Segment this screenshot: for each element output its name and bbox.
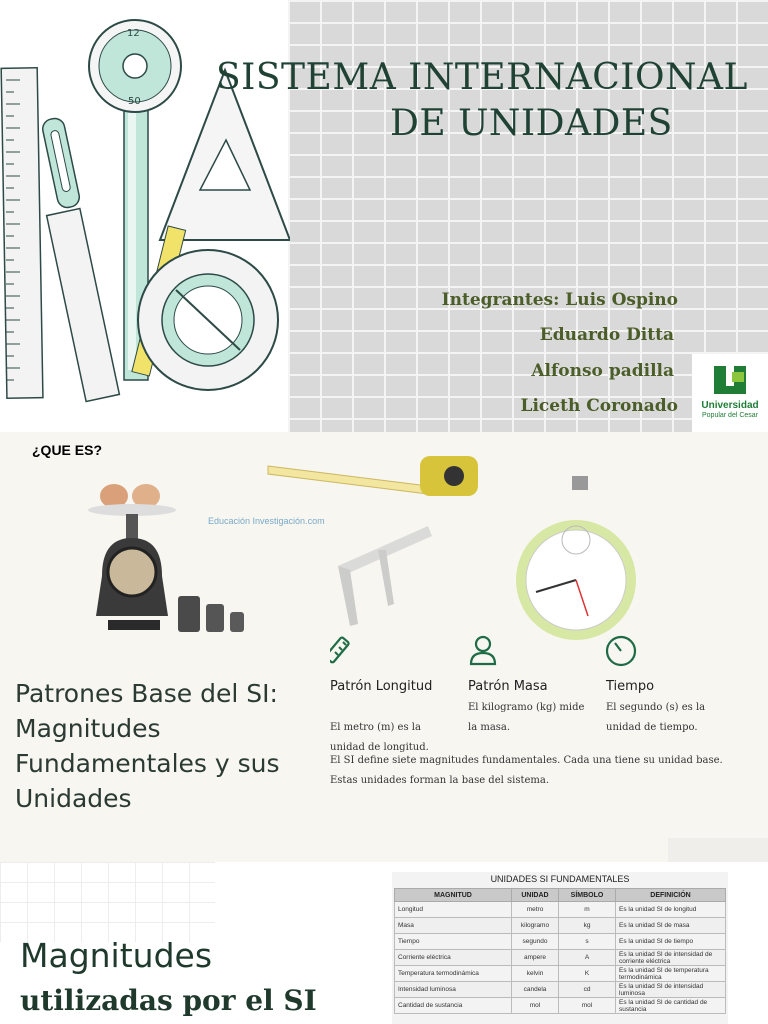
th-definicion: DEFINICIÓN xyxy=(616,889,726,902)
patrones-heading: Patrones Base del SI: Magnitudes Fundamentales y sus Unidades xyxy=(15,679,280,813)
cell: m xyxy=(559,902,616,918)
cell: segundo xyxy=(512,934,559,950)
cell: Es la unidad SI de tiempo xyxy=(616,934,726,950)
table-row xyxy=(395,950,726,966)
stopwatch-icon xyxy=(516,476,636,640)
cell: Longitud xyxy=(395,902,512,918)
patron-longitud-title: Patrón Longitud xyxy=(330,679,433,694)
diagonal-ruler-icon xyxy=(47,209,120,402)
magnitudes-heading-1: Magnitudes xyxy=(20,936,213,975)
cell: s xyxy=(559,934,616,950)
title-line-2: DE UNIDADES xyxy=(390,103,673,144)
ruler-icon xyxy=(330,634,360,666)
table-row xyxy=(395,998,726,1014)
logo-line-1: Universidad xyxy=(701,400,759,411)
patron-masa-text: El kilogramo (kg) mide la masa. xyxy=(468,702,585,733)
table-row xyxy=(395,918,726,934)
cell: kilogramo xyxy=(512,918,559,934)
table-row xyxy=(395,982,726,998)
university-logo xyxy=(692,354,768,432)
cell: ampere xyxy=(512,950,559,966)
patrones-summary: El SI define siete magnitudes fundamentales. Cada una tiene su unidad base. Estas unidades forman la base del sistema. xyxy=(330,755,723,786)
svg-text:50: 50 xyxy=(128,96,141,107)
faint-box xyxy=(668,838,768,862)
cell: mol xyxy=(512,998,559,1014)
cell: Intensidad luminosa xyxy=(395,982,512,998)
scale-icon xyxy=(88,484,244,632)
member-3: Alfonso padilla xyxy=(531,361,674,381)
brick-pattern xyxy=(0,862,215,942)
watermark-text: Educación Investigación.com xyxy=(208,516,325,526)
cell: Es la unidad SI de intensidad luminosa xyxy=(616,982,726,998)
th-simbolo: SÍMBOLO xyxy=(559,889,616,902)
que-es-heading: ¿QUE ES? xyxy=(32,442,103,458)
slotted-ruler-icon xyxy=(41,117,81,210)
svg-text:12: 12 xyxy=(127,28,140,39)
table-row xyxy=(395,934,726,950)
cell: metro xyxy=(512,902,559,918)
cell: Corriente eléctrica xyxy=(395,950,512,966)
cell: candela xyxy=(512,982,559,998)
cell: mol xyxy=(559,998,616,1014)
ruler-icon xyxy=(1,68,43,399)
table-header-row xyxy=(395,889,726,902)
title-line-1: SISTEMA INTERNACIONAL xyxy=(216,57,748,98)
cell: Es la unidad SI de masa xyxy=(616,918,726,934)
patron-masa-title: Patrón Masa xyxy=(468,679,548,694)
th-unidad: UNIDAD xyxy=(512,889,559,902)
cell: cd xyxy=(559,982,616,998)
table-title: UNIDADES SI FUNDAMENTALES xyxy=(490,874,630,884)
logo-line-2: Popular del Cesar xyxy=(701,412,759,419)
magnitudes-heading-2: utilizadas por el SI xyxy=(20,984,317,1017)
tiempo-text: El segundo (s) es la unidad de tiempo. xyxy=(606,702,706,733)
cell: kg xyxy=(559,918,616,934)
cell: A xyxy=(559,950,616,966)
protractor-icon xyxy=(138,250,278,390)
cell: Cantidad de sustancia xyxy=(395,998,512,1014)
cell: Es la unidad SI de intensidad de corriente eléctrica xyxy=(616,950,726,966)
cell: K xyxy=(559,966,616,982)
instruments-photo xyxy=(88,446,768,642)
caliper-icon xyxy=(338,526,432,626)
cell: Es la unidad SI de cantidad de sustancia xyxy=(616,998,726,1014)
cell: Es la unidad SI de temperatura termodinámica xyxy=(616,966,726,982)
table-row xyxy=(395,902,726,918)
table-row xyxy=(395,966,726,982)
th-magnitud: MAGNITUD xyxy=(395,889,512,902)
cell: kelvin xyxy=(512,966,559,982)
timer-icon xyxy=(604,634,638,668)
person-icon xyxy=(468,634,498,666)
member-1: Integrantes: Luis Ospino xyxy=(441,290,678,310)
member-2: Eduardo Ditta xyxy=(539,325,674,345)
cell: Tiempo xyxy=(395,934,512,950)
tiempo-title: Tiempo xyxy=(606,679,655,694)
upc-emblem-icon xyxy=(710,362,750,398)
cell: Es la unidad SI de longitud xyxy=(616,902,726,918)
member-4: Liceth Coronado xyxy=(520,396,678,416)
patron-longitud-text: El metro (m) es la unidad de longitud. xyxy=(330,722,429,753)
tape-measure-icon xyxy=(268,456,478,496)
cell: Temperatura termodinámica xyxy=(395,966,512,982)
si-units-table xyxy=(394,888,726,1014)
cell: Masa xyxy=(395,918,512,934)
